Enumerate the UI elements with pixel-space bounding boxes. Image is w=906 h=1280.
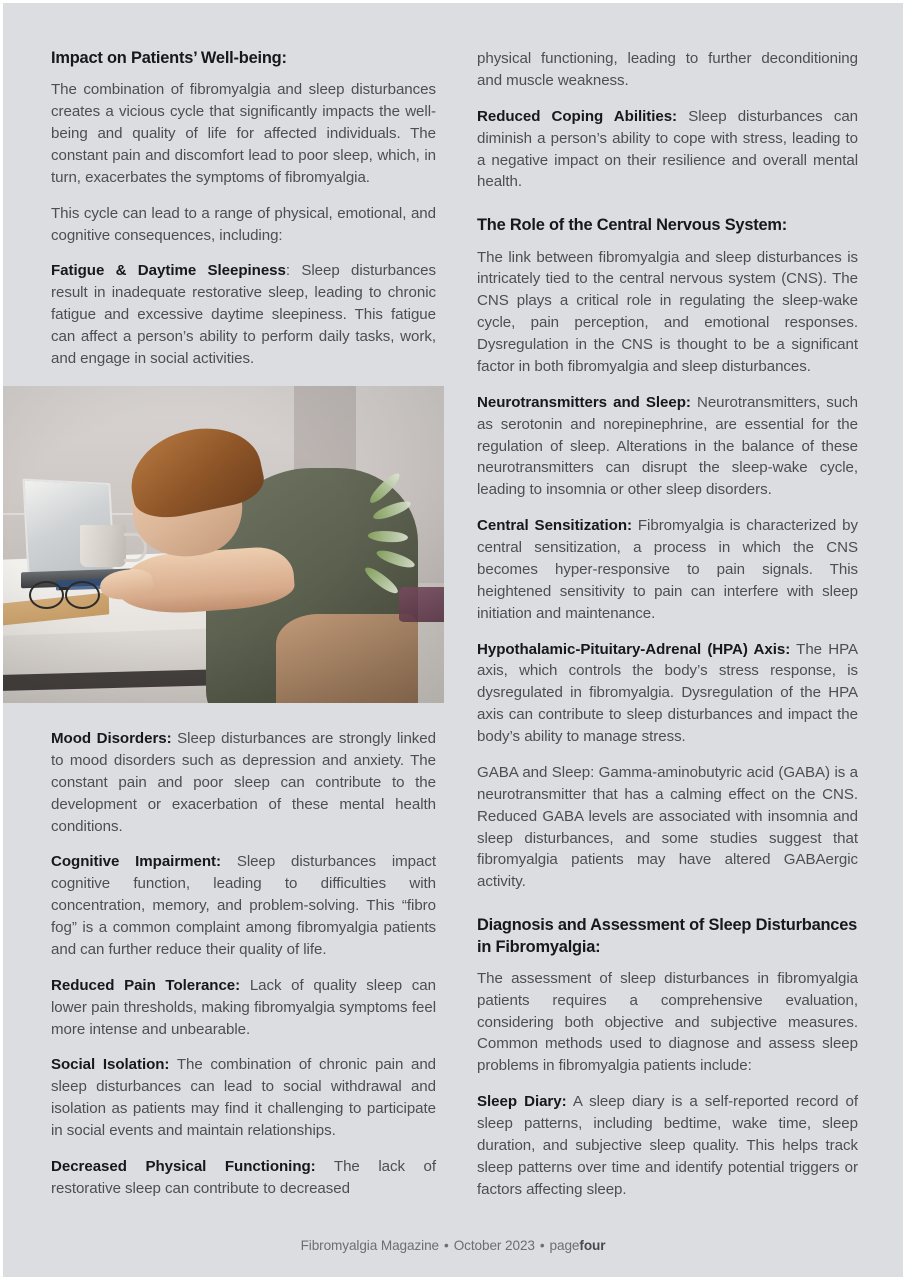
right-item-sleep-diary	[477, 1091, 858, 1200]
right-heading-cns-role: The Role of the Central Nervous System:	[477, 216, 788, 235]
right-paragraph-cns-link: The link between fibromyalgia and sleep disturbances is intricately tied to the central nervous system (CNS). The CNS plays a critical role in regulating the sleep-wake cycle, pain perception, and emotional responses. Dysregulation in the CNS is thought to be a significant factor in both fibromyalgia and sleep disturbances.	[477, 248, 858, 375]
right-heading-diagnosis-assessment: Diagnosis and Assessment of Sleep Disturbances in Fibromyalgia:	[477, 916, 858, 956]
right-item-sleep-diary-body: A sleep diary is a self-reported record of sleep patterns, including bedtime, wake time, sleep duration, and subjective sleep quality. This helps track sleep patterns over time and identify potential triggers or factors affecting sleep.	[477, 1093, 858, 1198]
photo-illustration	[3, 386, 444, 703]
right-item-gaba-and-sleep	[477, 762, 858, 893]
left-item-decreased-physical-functioning-body: The lack of restorative sleep can contribute to decreased	[51, 1157, 436, 1197]
left-item-mood-disorders-lead: Mood Disorders:	[51, 730, 172, 747]
left-item-fatigue-lead: Fatigue & Daytime Sleepiness	[51, 262, 286, 280]
right-item-gaba-and-sleep-lead: GABA and Sleep:	[477, 763, 595, 781]
left-item-cognitive-impairment-lead: Cognitive Impairment:	[51, 853, 221, 871]
footer-separator-bullet-2: •	[539, 1238, 545, 1253]
footer-separator-bullet-1: •	[444, 1238, 449, 1253]
right-item-gaba-and-sleep-body: Gamma-aminobutyric acid (GABA) is a neurotransmitter that has a calming effect on the CNS. Reduced GABA levels are associated with insomnia and sleep disturbances, and some studies suggest that fibromyalgia patients may have altered GABAergic activity.	[477, 763, 858, 891]
footer-issue-date: October 2023	[453, 1238, 535, 1253]
left-item-mood-disorders-body: Sleep disturbances are strongly linked to mood disorders such as depression and anxiety. The constant pain and poor sleep can contribute to the development or exacerbation of these mental health conditions.	[51, 730, 436, 835]
left-item-reduced-pain-tolerance-lead: Reduced Pain Tolerance:	[51, 976, 241, 994]
right-item-neurotransmitters	[477, 392, 858, 501]
footer-page-number: four	[579, 1238, 606, 1253]
right-item-central-sensitization-lead: Central Sensitization:	[477, 517, 632, 535]
photo-vignette	[3, 386, 444, 703]
right-item-reduced-coping-lead: Reduced Coping Abilities:	[477, 107, 678, 125]
right-item-hpa-axis-body: The HPA axis, which controls the body’s stress response, is dysregulated in fibromyalgia. Dysregulation of the HPA axis can contribute to sleep disturbances and impact the body’s ability to manage stress.	[477, 640, 858, 746]
right-column	[477, 48, 858, 1201]
right-item-hpa-axis	[477, 639, 858, 748]
left-column-lower	[51, 728, 436, 1200]
left-heading-impact: Impact on Patients’ Well-being:	[51, 49, 287, 67]
footer-magazine-name: Fibromyalgia Magazine	[300, 1238, 440, 1253]
left-item-fatigue	[51, 260, 436, 369]
sleeping-at-desk-photo	[3, 386, 444, 703]
left-column	[51, 48, 436, 370]
left-item-social-isolation	[51, 1054, 436, 1142]
left-item-cognitive-impairment	[51, 851, 436, 960]
right-item-hpa-axis-lead: Hypothalamic-Pituitary-Adrenal (HPA) Axis:	[477, 640, 791, 658]
right-item-neurotransmitters-body: Neurotransmitters, such as serotonin and norepinephrine, are essential for the regulation of sleep. Alterations in the balance of these neurotransmitters can disrupt the sleep-wake cycle, leading to insomnia or other sleep disorders.	[477, 393, 858, 499]
left-item-social-isolation-body: The combination of chronic pain and sleep disturbances can lead to social withdrawal and isolation as patients may find it challenging to participate in social events and maintain relationships.	[51, 1056, 437, 1139]
left-paragraph-vicious-cycle: The combination of fibromyalgia and sleep disturbances creates a vicious cycle that significantly impacts the well-being and quality of life for affected individuals. The constant pain and discomfort lead to poor sleep, which, in turn, exacerbates the symptoms of fibromyalgia.	[51, 81, 436, 186]
left-item-social-isolation-lead: Social Isolation:	[51, 1056, 170, 1074]
left-item-decreased-physical-functioning	[51, 1156, 436, 1200]
left-item-reduced-pain-tolerance-body: Lack of quality sleep can lower pain thresholds, making fibromyalgia symptoms feel more intense and unbearable.	[51, 976, 436, 1038]
right-item-central-sensitization	[477, 515, 858, 624]
footer-page-word: page	[549, 1238, 580, 1253]
page-footer	[3, 1238, 903, 1253]
right-item-sleep-diary-lead: Sleep Diary:	[477, 1093, 567, 1111]
left-paragraph-consequences-intro: This cycle can lead to a range of physical, emotional, and cognitive consequences, including:	[51, 204, 436, 244]
right-item-neurotransmitters-lead: Neurotransmitters and Sleep:	[477, 393, 691, 411]
left-item-decreased-physical-functioning-lead: Decreased Physical Functioning:	[51, 1157, 316, 1175]
right-item-central-sensitization-body: Fibromyalgia is characterized by central sensitization, a process in which the CNS becomes hyper-responsive to pain signals. This heightened sensitivity to pain can interfere with sleep initiation and maintenance.	[477, 517, 858, 622]
right-paragraph-continued: physical functioning, leading to further deconditioning and muscle weakness.	[477, 50, 858, 89]
right-paragraph-assessment: The assessment of sleep disturbances in fibromyalgia patients requires a comprehensive evaluation, considering both objective and subjective measures. Common methods used to diagnose and assess sleep problems in fibromyalgia patients include:	[477, 969, 858, 1075]
right-item-reduced-coping	[477, 106, 858, 194]
left-item-reduced-pain-tolerance	[51, 975, 436, 1041]
left-item-cognitive-impairment-body: Sleep disturbances impact cognitive function, leading to difficulties with concentration, memory, and problem-solving. This “fibro fog” is a common complaint among fibromyalgia patients and can further reduce their quality of life.	[51, 853, 437, 958]
left-item-mood-disorders	[51, 728, 436, 837]
right-item-reduced-coping-body: Sleep disturbances can diminish a person’s ability to cope with stress, leading to a negative impact on their resilience and overall mental health.	[477, 107, 859, 191]
left-item-fatigue-body: : Sleep disturbances result in inadequate restorative sleep, leading to chronic fatigue and excessive daytime sleepiness. This fatigue can affect a person’s ability to perform daily tasks, work, and engage in social activities.	[51, 262, 436, 367]
